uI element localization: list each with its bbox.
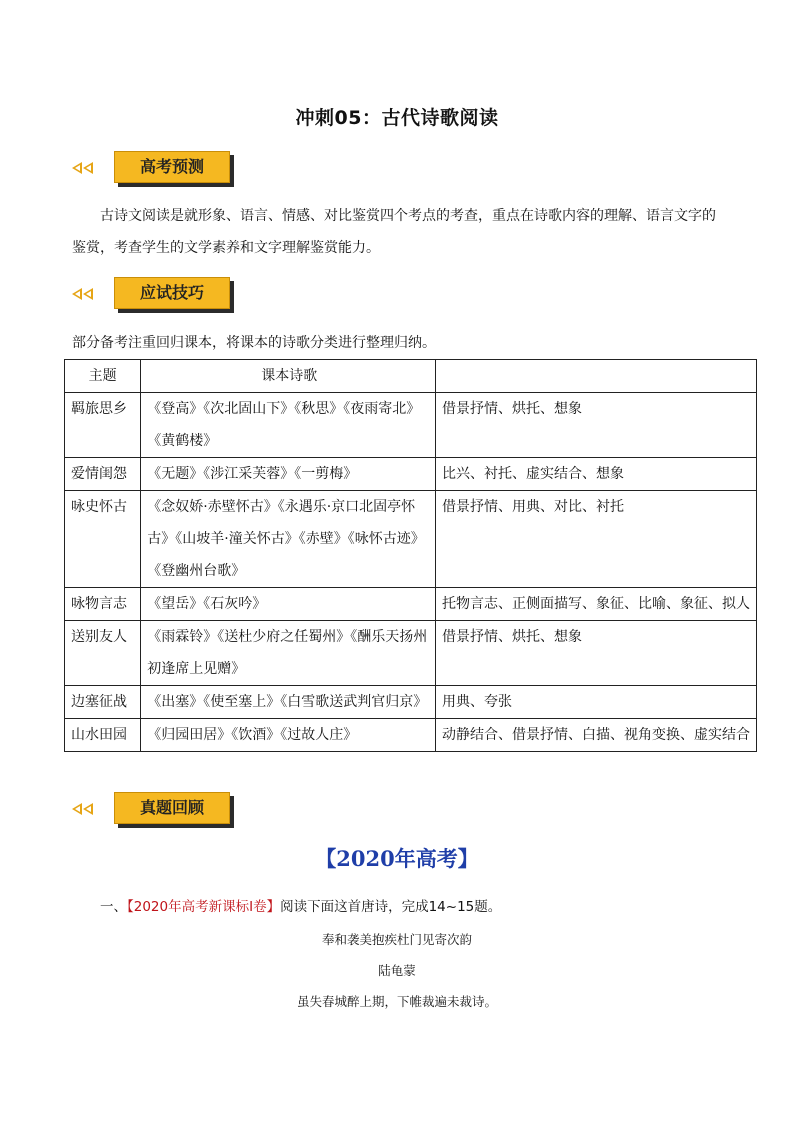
technique-cell: 借景抒情、用典、对比、衬托: [435, 491, 756, 588]
poems-line: 初逢席上见赠》: [147, 661, 246, 677]
poem-line: 虽失春城醉上期，下帷裁遍未裁诗。: [296, 994, 497, 1009]
question-source: 【2020年高考新课标Ⅰ卷】: [127, 899, 281, 915]
poems-cell: [141, 686, 436, 719]
table-row: [65, 458, 757, 491]
theme-cell: 爱情闺怨: [65, 458, 141, 491]
poems-line: 《念奴娇·赤壁怀古》《永遇乐·京口北固亭怀: [147, 499, 416, 515]
table-header-row: [65, 360, 757, 393]
table-row: [65, 491, 757, 588]
question-number: 一、: [100, 899, 127, 915]
table-header-poems: 课本诗歌: [141, 360, 436, 393]
technique-cell: 托物言志、正侧面描写、象征、比喻、象征、拟人: [435, 588, 756, 621]
table-header-technique: [435, 360, 756, 393]
poems-cell: [141, 588, 436, 621]
theme-cell: 山水田园: [65, 719, 141, 752]
poems-cell: [141, 491, 436, 588]
skills-intro: 部分备考注重回归课本，将课本的诗歌分类进行整理归纳。: [72, 335, 436, 351]
year-heading: 【2020年高考】: [315, 846, 479, 871]
forecast-text-line1: 古诗文阅读是就形象、语言、情感、对比鉴赏四个考点的考查，重点在诗歌内容的理解、语言文字的: [100, 208, 716, 224]
poems-cell: [141, 393, 436, 458]
poems-line: 《登高》《次北固山下》《秋思》《夜雨寄北》: [147, 401, 421, 417]
theme-cell: 边塞征战: [65, 686, 141, 719]
poems-line: 《雨霖铃》《送杜少府之任蜀州》《酬乐天扬州: [147, 629, 428, 645]
forecast-text-line2: 鉴赏，考查学生的文学素养和文字理解鉴赏能力。: [72, 240, 380, 256]
question-text: 阅读下面这首唐诗，完成14~15题。: [280, 899, 502, 915]
forecast-paragraph-cont: [72, 232, 732, 264]
double-left-arrow-icon: [72, 803, 93, 815]
poem-title: 奉和袭美抱疾杜门见寄次韵: [321, 932, 472, 947]
table-header-theme: 主题: [65, 360, 141, 393]
double-left-arrow-icon: [72, 288, 93, 300]
poems-cell: [141, 458, 436, 491]
poem-category-table: [64, 359, 757, 752]
section-label: 真题回顾: [114, 792, 230, 824]
poems-line: 《黄鹤楼》: [147, 433, 218, 449]
theme-cell: 咏物言志: [65, 588, 141, 621]
forecast-paragraph: [72, 200, 732, 232]
table-row: [65, 621, 757, 686]
section-label: 应试技巧: [114, 277, 230, 309]
technique-cell: 动静结合、借景抒情、白描、视角变换、虚实结合: [435, 719, 756, 752]
table-row: [65, 588, 757, 621]
theme-cell: 咏史怀古: [65, 491, 141, 588]
poems-cell: [141, 621, 436, 686]
poems-line: 《登幽州台歌》: [147, 563, 246, 579]
poems-line: 《出塞》《使至塞上》《白雪歌送武判官归京》: [147, 694, 428, 710]
poem-author: 陆龟蒙: [378, 963, 416, 978]
poems-line: 《望岳》《石灰吟》: [147, 596, 267, 612]
poems-line: 《无题》《涉江采芙蓉》《一剪梅》: [147, 466, 358, 482]
table-row: [65, 719, 757, 752]
table-row: [65, 393, 757, 458]
technique-cell: 比兴、衬托、虚实结合、想象: [435, 458, 756, 491]
technique-cell: 用典、夸张: [435, 686, 756, 719]
double-left-arrow-icon: [72, 162, 93, 174]
question-line: [100, 895, 501, 915]
table-row: [65, 686, 757, 719]
technique-cell: 借景抒情、烘托、想象: [435, 621, 756, 686]
poems-line: 《归园田居》《饮酒》《过故人庄》: [147, 727, 358, 743]
page-title: 冲刺05：古代诗歌阅读: [295, 107, 499, 129]
theme-cell: 送别友人: [65, 621, 141, 686]
theme-cell: 羁旅思乡: [65, 393, 141, 458]
poems-line: 古》《山坡羊·潼关怀古》《赤壁》《咏怀古迹》: [147, 531, 425, 547]
poems-cell: [141, 719, 436, 752]
section-label: 高考预测: [114, 151, 230, 183]
technique-cell: 借景抒情、烘托、想象: [435, 393, 756, 458]
